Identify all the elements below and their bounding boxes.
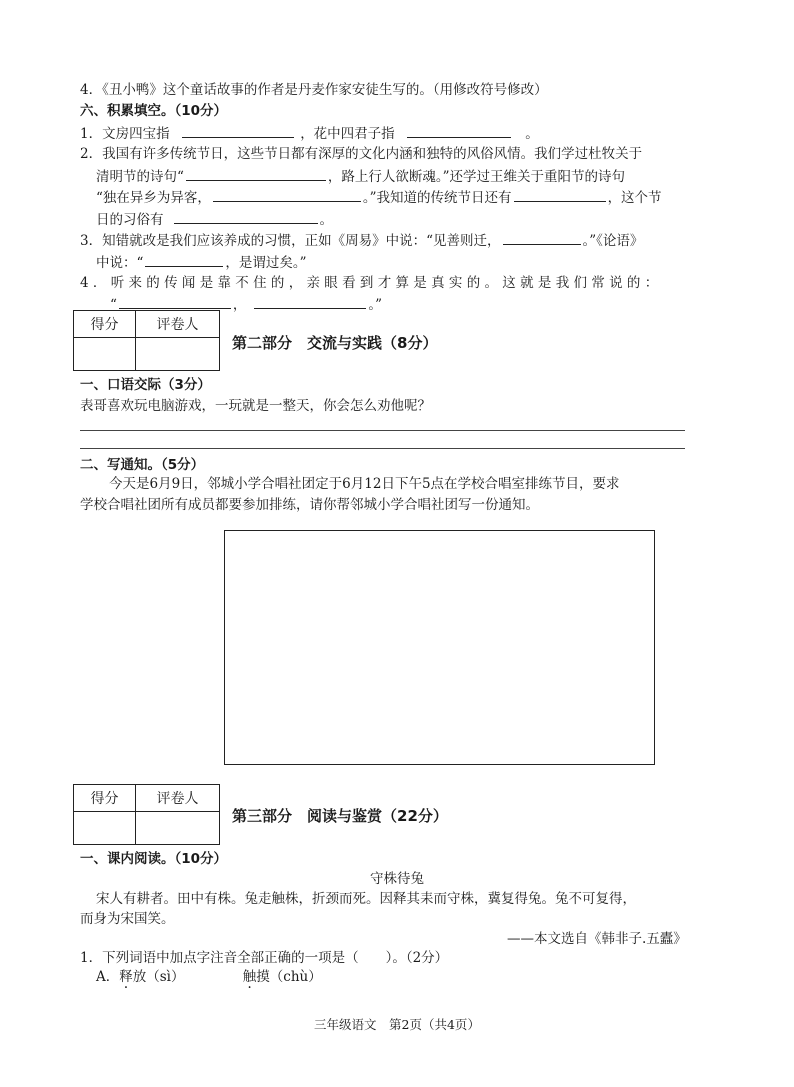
- score-header: 得分: [74, 785, 136, 812]
- answer-blank[interactable]: [503, 230, 581, 245]
- answer-blank[interactable]: [119, 294, 231, 309]
- s6q2-text-a: 清明节的诗句“: [96, 169, 184, 185]
- p2-section-2-title: 二、写通知。（5分）: [80, 457, 205, 473]
- p2-section-1-question: 表哥喜欢玩电脑游戏，一玩就是一整天，你会怎么劝他呢？: [80, 398, 431, 414]
- grader-header: 评卷人: [136, 785, 220, 812]
- s6q3-text-b: 。”《论语》: [582, 233, 644, 249]
- option-a-word1: 放（sì）: [132, 969, 185, 985]
- s6-question-2-line2: [96, 166, 625, 187]
- passage-line2: 而身为宋国笑。: [80, 911, 175, 927]
- s6-question-3-line2: [96, 252, 307, 273]
- dotted-char: 触: [242, 969, 257, 985]
- answer-line[interactable]: [80, 430, 685, 431]
- s6q4-text-a: “: [110, 297, 117, 313]
- s6-question-2-line1: 2．我国有许多传统节日，这些节日都有深厚的文化内涵和独特的风俗风情。我们学过杜牧关于: [80, 146, 643, 162]
- score-cell[interactable]: [74, 812, 136, 845]
- section-6-title: 六、积累填空。（10分）: [80, 103, 228, 119]
- s6q3-text-c: 中说：“: [96, 255, 144, 271]
- score-header: 得分: [74, 311, 136, 338]
- part-2-title: 第二部分 交流与实践（8分）: [232, 334, 438, 352]
- s6q3-text-d: ，是谓过矣。”: [225, 255, 307, 271]
- dotted-char: 释: [119, 969, 133, 985]
- p3-section-1-title: 一、课内阅读。（10分）: [80, 851, 228, 867]
- reading-question-1-option-a: [96, 967, 322, 987]
- s6q2-text-c: “独在异乡为异客，: [96, 190, 211, 206]
- grader-cell[interactable]: [136, 812, 220, 845]
- s6q1-text-b: ，花中四君子指: [300, 126, 395, 142]
- score-table-part2: [73, 310, 220, 371]
- s6q2-text-f: 日的习俗有: [96, 212, 164, 228]
- notice-writing-box[interactable]: [224, 530, 655, 765]
- answer-blank[interactable]: [514, 187, 606, 202]
- part-3-title: 第三部分 阅读与鉴赏（22分）: [232, 807, 448, 825]
- s6-question-1: [80, 123, 539, 144]
- s6-question-3-line1: [80, 230, 643, 251]
- page-footer: 三年级语文 第2页（共4页）: [314, 1017, 480, 1032]
- answer-line[interactable]: [80, 448, 685, 449]
- p2-section-1-title: 一、口语交际（3分）: [80, 377, 211, 393]
- reading-question-1: 1．下列词语中加点字注音全部正确的一项是（ ）。（2分）: [80, 950, 449, 966]
- score-table-part3: [73, 784, 220, 845]
- passage-source: ——本文选自《韩非子.五蠹》: [507, 931, 687, 947]
- question-4-prev: 4．《丑小鸭》这个童话故事的作者是丹麦作家安徒生写的。（用修改符号修改）: [80, 82, 548, 98]
- answer-blank[interactable]: [254, 294, 366, 309]
- option-a-word2: 摸（chù）: [256, 969, 322, 985]
- answer-blank[interactable]: [213, 187, 361, 202]
- score-cell[interactable]: [74, 338, 136, 371]
- s6q4-text-b: ，: [232, 297, 247, 313]
- p2-section-2-line1: 今天是6月9日，邻城小学合唱社团定于6月12日下午5点在学校合唱室排练节目，要求: [109, 476, 620, 492]
- grader-header: 评卷人: [136, 311, 220, 338]
- s6q3-text-a: 3．知错就改是我们应该养成的习惯，正如《周易》中说：“见善则迁，: [80, 233, 501, 249]
- s6-question-4-line1: 4．听来的传闻是靠不住的，亲眼看到才算是真实的。这就是我们常说的：: [80, 275, 663, 291]
- answer-blank[interactable]: [407, 123, 511, 138]
- p2-section-2-line2: 学校合唱社团所有成员都要参加排练，请你帮邻城小学合唱社团写一份通知。: [80, 497, 539, 513]
- s6q4-text-c: 。”: [368, 297, 383, 313]
- grader-cell[interactable]: [136, 338, 220, 371]
- answer-blank[interactable]: [182, 123, 294, 138]
- answer-blank[interactable]: [174, 209, 318, 224]
- s6-question-2-line4: [96, 209, 333, 230]
- answer-blank[interactable]: [145, 252, 223, 267]
- s6-question-2-line3: [96, 187, 662, 208]
- option-a-label: A．: [96, 969, 120, 985]
- s6q2-text-e: ，这个节: [607, 190, 662, 206]
- s6q2-text-b: ，路上行人欲断魂。”还学过王维关于重阳节的诗句: [327, 169, 626, 185]
- s6q1-text-c: 。: [525, 126, 539, 142]
- s6q1-text-a: 1．文房四宝指: [80, 126, 170, 142]
- passage-title: 守株待兔: [370, 871, 424, 887]
- answer-blank[interactable]: [186, 166, 326, 181]
- s6q2-text-g: 。: [319, 212, 333, 228]
- s6q2-text-d: 。”我知道的传统节日还有: [362, 190, 512, 206]
- passage-line1: 宋人有耕者。田中有株。兔走触株，折颈而死。因释其耒而守株，冀复得兔。兔不可复得，: [96, 891, 636, 907]
